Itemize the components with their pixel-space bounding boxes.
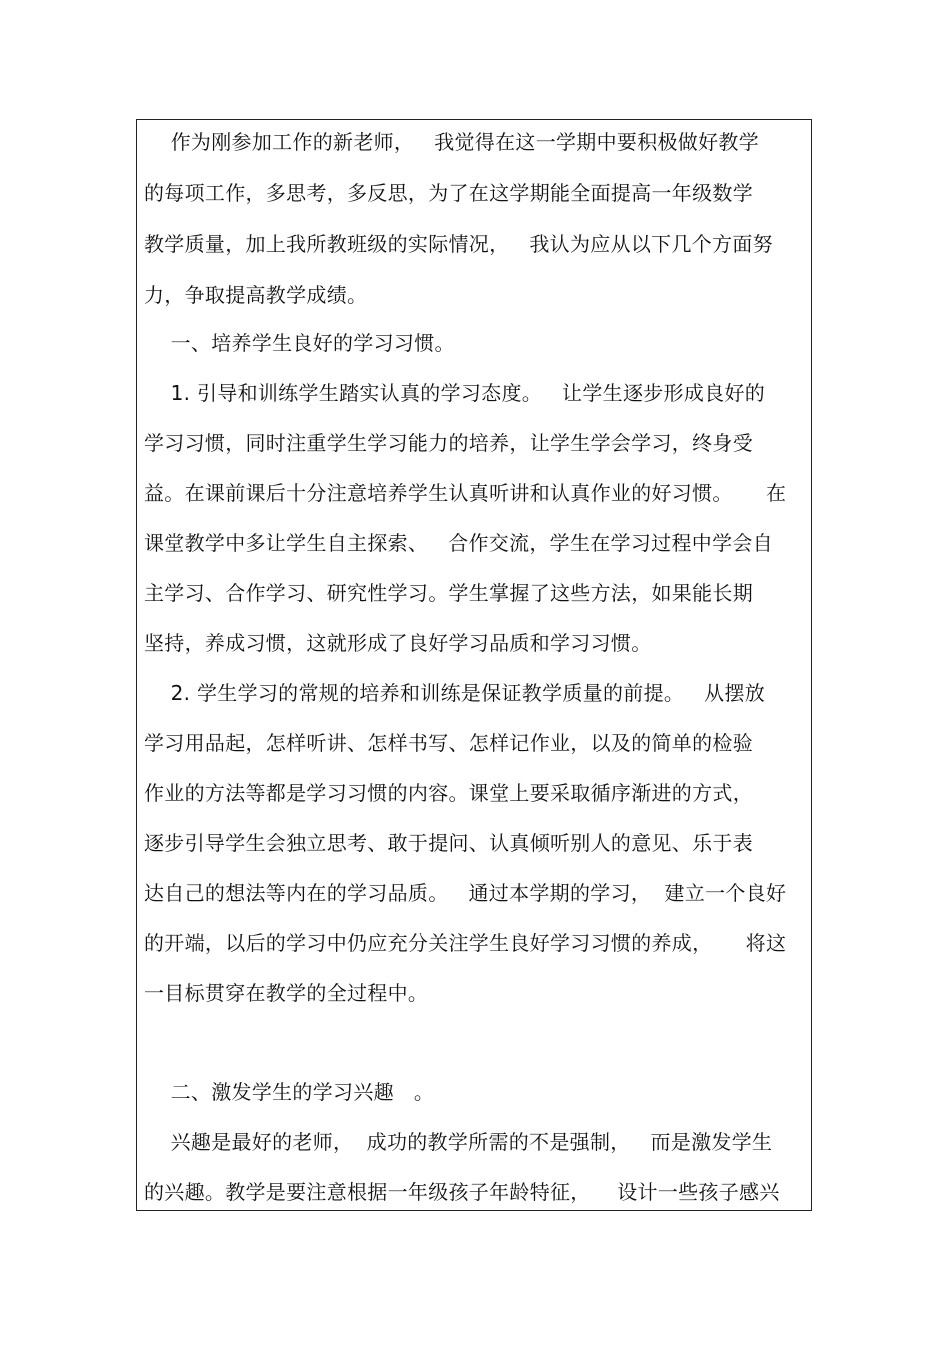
text-line: 逐步引导学生会独立思考、敢于提问、认真倾听别人的意见、乐于表 [144,831,753,855]
text-line: 作为刚参加工作的新老师， 我觉得在这一学期中要积极做好教学 [144,130,760,154]
text-line: 作业的方法等都是学习习惯的内容。课堂上要采取循序渐进的方式， [144,781,753,805]
text-line: 兴趣是最好的老师， 成功的教学所需的不是强制， 而是激发学生 [144,1130,773,1154]
text-line: 课堂教学中多让学生自主探索、 合作交流，学生在学习过程中学会自 [144,531,773,555]
text-line: 教学质量，加上我所教班级的实际情况， 我认为应从以下几个方面努 [144,232,773,256]
section-heading-2: 二、激发学生的学习兴趣 。 [144,1080,435,1104]
text-line: 一目标贯穿在教学的全过程中。 [144,981,429,1005]
text-line: 学习用品起，怎样听讲、怎样书写、怎样记作业，以及的简单的检验 [144,731,753,755]
text-line: 学习习惯，同时注重学生学习能力的培养，让学生学会学习，终身受 [144,431,753,455]
text-line: 力，争取提高教学成绩。 [144,283,368,307]
text-line: 主学习、合作学习、研究性学习。学生掌握了这些方法，如果能长期 [144,581,753,605]
text-line: 益。在课前课后十分注意培养学生认真听讲和认真作业的好习惯。 在 [144,481,787,505]
section-heading-1: 一、培养学生良好的学习习惯。 [144,331,455,355]
text-line: 坚持，养成习惯，这就形成了良好学习品质和学习习惯。 [144,631,652,655]
text-line: 的开端，以后的学习中仍应充分关注学生良好学习习惯的养成， 将这 [144,931,787,955]
text-line: 达自己的想法等内在的学习品质。 通过本学期的学习， 建立一个良好 [144,881,787,905]
text-line: 2. 学生学习的常规的培养和训练是保证教学质量的前提。 从摆放 [144,681,766,705]
text-line: 1. 引导和训练学生踏实认真的学习态度。 让学生逐步形成良好的 [144,381,766,405]
text-line: 的每项工作，多思考，多反思，为了在这学期能全面提高一年级数学 [144,181,753,205]
text-line: 的兴趣。教学是要注意根据一年级孩子年龄特征， 设计一些孩子感兴 [144,1180,780,1204]
